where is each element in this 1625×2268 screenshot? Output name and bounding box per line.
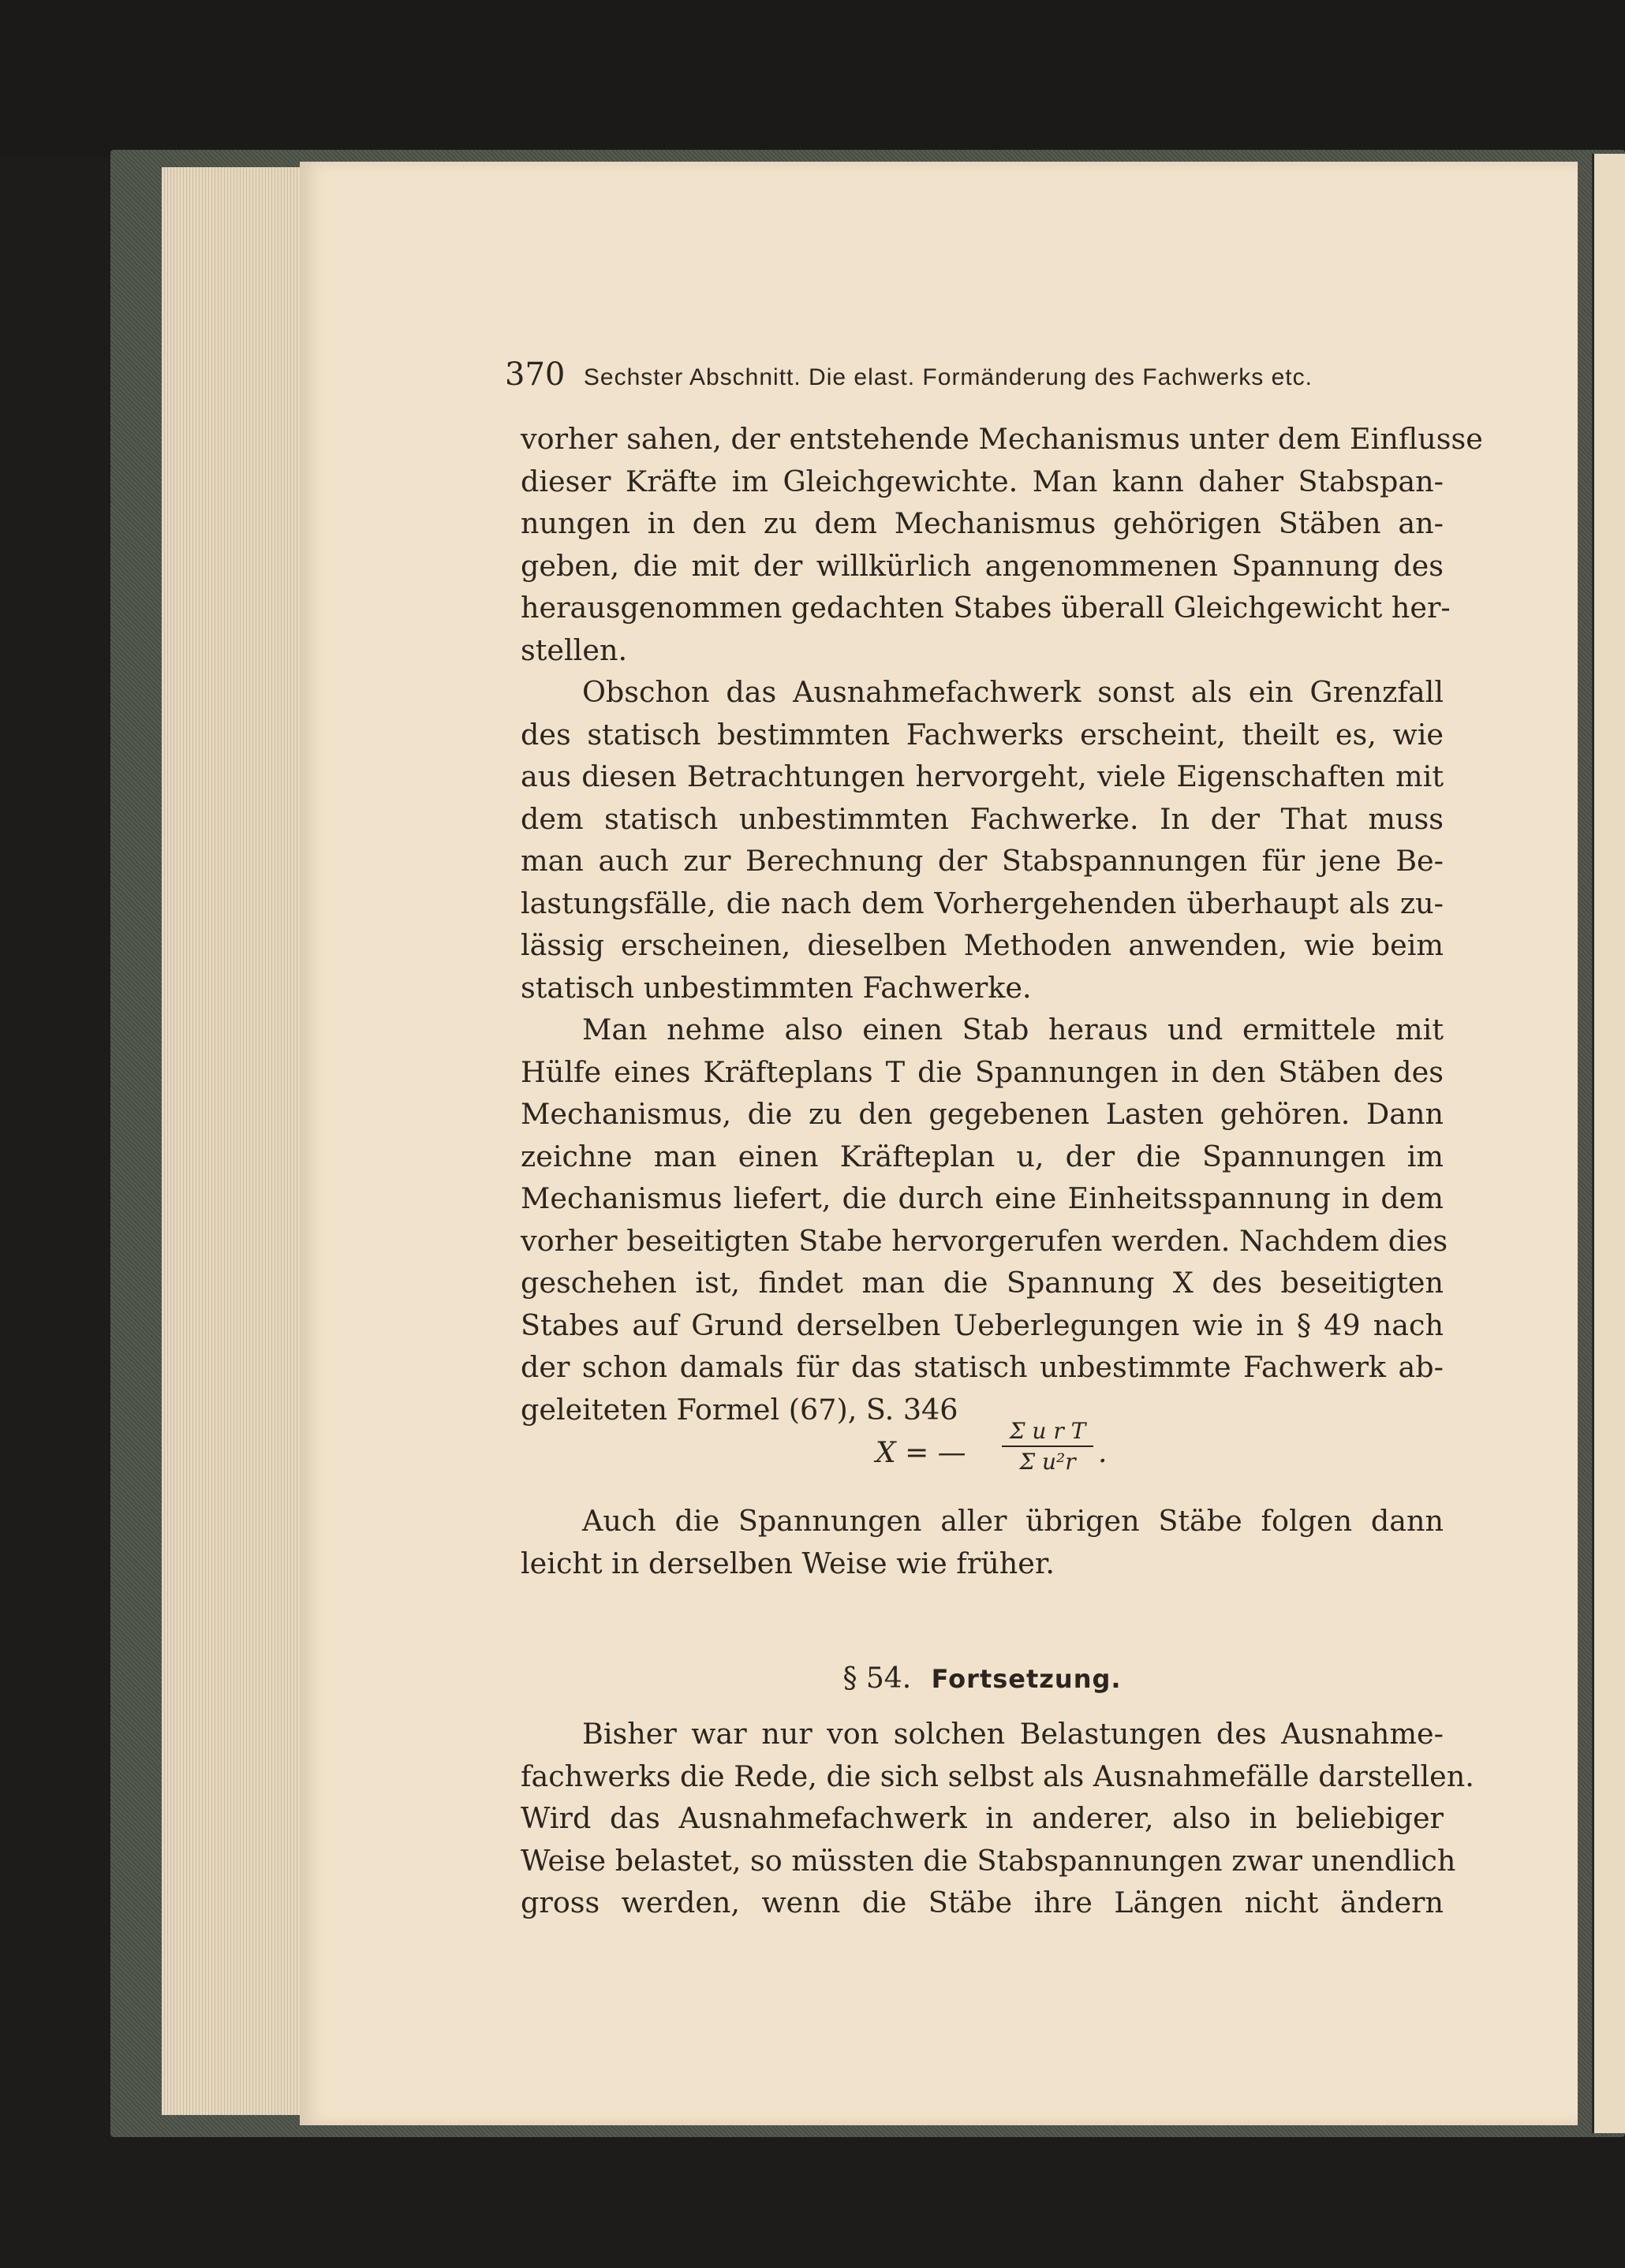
text-line: dem statisch unbestimmten Fachwerke. In der That muss: [521, 801, 1444, 836]
paragraph-4: [521, 1500, 1444, 1584]
text-line: nungen in den zu dem Mechanismus gehörigen Stäben an-: [521, 506, 1444, 540]
formula-period: .: [1098, 1437, 1108, 1469]
page-edges: [162, 167, 305, 2115]
text-line: Stabes auf Grund derselben Ueberlegungen wie in § 49 nach: [521, 1307, 1444, 1342]
text-line: vorher beseitigten Stabe hervorgerufen werden. Nachdem dies: [521, 1223, 1448, 1258]
background: [0, 0, 1625, 158]
section-title: Fortsetzung.: [931, 1664, 1122, 1694]
paragraph-1: [521, 418, 1483, 671]
text-line: stellen.: [521, 632, 628, 667]
text-line: vorher sahen, der entstehende Mechanismus unter dem Einflusse: [521, 422, 1483, 456]
section-number: § 54.: [842, 1662, 912, 1695]
text-line: gross werden, wenn die Stäbe ihre Längen nicht ändern: [521, 1886, 1444, 1919]
facing-page-edge: [1592, 154, 1625, 2133]
text-line: des statisch bestimmten Fachwerks erscheint, theilt es, wie: [521, 717, 1444, 752]
text-line: Obschon das Ausnahmefachwerk sonst als ein Grenzfall: [582, 675, 1444, 709]
text-line: zeichne man einen Kräfteplan u, der die Spannungen im: [521, 1139, 1444, 1173]
section-heading: [521, 1662, 1444, 1695]
text-line: Bisher war nur von solchen Belastungen des Ausnahme-: [582, 1717, 1444, 1751]
formula-denominator: Σ u²r: [1019, 1449, 1076, 1475]
text-line: lässig erscheinen, dieselben Methoden anwenden, wie beim: [521, 928, 1444, 962]
text-line: aus diesen Betrachtungen hervorgeht, viele Eigenschaften mit: [521, 759, 1444, 793]
text-line: geschehen ist, findet man die Spannung X des beseitigten: [521, 1266, 1444, 1300]
text-line: Wird das Ausnahmefachwerk in anderer, also in beliebiger: [521, 1801, 1444, 1835]
text-line: man auch zur Berechnung der Stabspannungen für jene Be-: [521, 844, 1444, 878]
paragraph-5: [521, 1713, 1474, 1924]
text-line: Mechanismus, die zu den gegebenen Lasten gehören. Dann: [521, 1097, 1444, 1131]
running-title: Sechster Abschnitt. Die elast. Formänderung des Fachwerks etc.: [583, 364, 1313, 390]
text-line: fachwerks die Rede, die sich selbst als Ausnahmefälle darstellen.: [521, 1759, 1474, 1793]
formula-lhs: X = —: [876, 1437, 966, 1469]
page-number: 370: [505, 356, 566, 393]
running-header: [505, 356, 1436, 396]
text-line: Weise belastet, so müssten die Stabspannungen zwar unendlich: [521, 1843, 1456, 1878]
formula-fraction: [1002, 1418, 1093, 1475]
text-line: dieser Kräfte im Gleichgewichte. Man kann daher Stabspan-: [521, 464, 1444, 498]
text-line: geleiteten Formel (67), S. 346: [521, 1392, 958, 1427]
formula: [876, 1418, 1112, 1489]
text-line: Auch die Spannungen aller übrigen Stäbe folgen dann: [582, 1504, 1444, 1538]
text-line: Hülfe eines Kräfteplans T die Spannungen in den Stäben des: [521, 1054, 1444, 1089]
text-line: statisch unbestimmten Fachwerke.: [521, 970, 1032, 1005]
text-line: der schon damals für das statisch unbestimmte Fachwerk ab-: [521, 1350, 1444, 1384]
text-line: leicht in derselben Weise wie früher.: [521, 1546, 1055, 1580]
text-line: geben, die mit der willkürlich angenommenen Spannung des: [521, 548, 1444, 583]
paragraph-3: [521, 1009, 1448, 1431]
formula-numerator: Σ u r T: [1002, 1418, 1093, 1447]
text-line: Mechanismus liefert, die durch eine Einheitsspannung in dem: [521, 1181, 1444, 1215]
paragraph-2: [521, 671, 1444, 1009]
text-line: Man nehme also einen Stab heraus und ermittele mit: [582, 1013, 1444, 1046]
body-text: [521, 418, 1483, 1431]
text-line: lastungsfälle, die nach dem Vorhergehenden überhaupt als zu-: [521, 886, 1444, 920]
text-line: herausgenommen gedachten Stabes überall Gleichgewicht her-: [521, 591, 1451, 625]
